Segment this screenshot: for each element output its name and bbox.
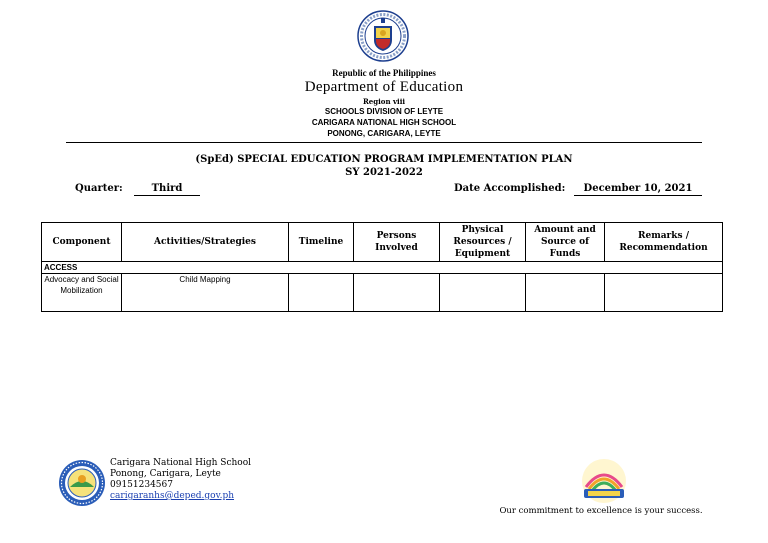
implementation-plan-table [41,222,723,312]
footer-phone: 09151234567 [110,480,173,490]
header-divider [66,142,702,143]
column-header: Remarks / Recommendation [605,223,723,262]
quarter-value: Third [134,183,200,196]
school-address-heading: PONONG, CARIGARA, LEYTE [327,129,441,138]
table-cell [440,274,526,312]
column-header: Amount and Source of Funds [526,223,605,262]
document-title: (SpEd) SPECIAL EDUCATION PROGRAM IMPLEMENTATION PLAN [195,154,573,165]
deped-seal-logo [357,10,409,62]
footer-motto: Our commitment to excellence is your success. [499,506,703,516]
column-header: Component [42,223,122,262]
section-row [42,262,723,274]
program-logo [576,457,632,507]
table-header-row [42,223,723,262]
school-heading: CARIGARA NATIONAL HIGH SCHOOL [311,118,457,127]
school-year: SY 2021-2022 [345,167,423,178]
footer-contact [110,458,251,502]
footer-email-link[interactable]: carigaranhs@deped.gov.ph [110,491,235,501]
region-heading: Region viii [362,97,406,106]
quarter-label: Quarter: [75,183,123,194]
footer-address: Ponong, Carigara, Leyte [110,469,221,479]
column-header: Persons Involved [354,223,440,262]
school-logo [58,459,106,507]
column-header: Activities/Strategies [122,223,289,262]
republic-heading: Republic of the Philippines [332,68,436,78]
date-value: December 10, 2021 [574,183,702,196]
table-cell [289,274,354,312]
table-cell: Child Mapping [122,274,289,312]
footer-school-name: Carigara National High School [110,458,252,468]
table-cell: Advocacy and Social Mobilization [42,274,122,312]
department-heading: Department of Education [304,79,464,95]
division-heading: SCHOOLS DIVISION OF LEYTE [324,107,444,116]
table-cell [526,274,605,312]
section-label: ACCESS [42,262,723,274]
table-cell [605,274,723,312]
column-header: Physical Resources / Equipment [440,223,526,262]
date-label: Date Accomplished: [454,183,566,194]
column-header: Timeline [289,223,354,262]
table-cell [354,274,440,312]
table-row [42,274,723,312]
